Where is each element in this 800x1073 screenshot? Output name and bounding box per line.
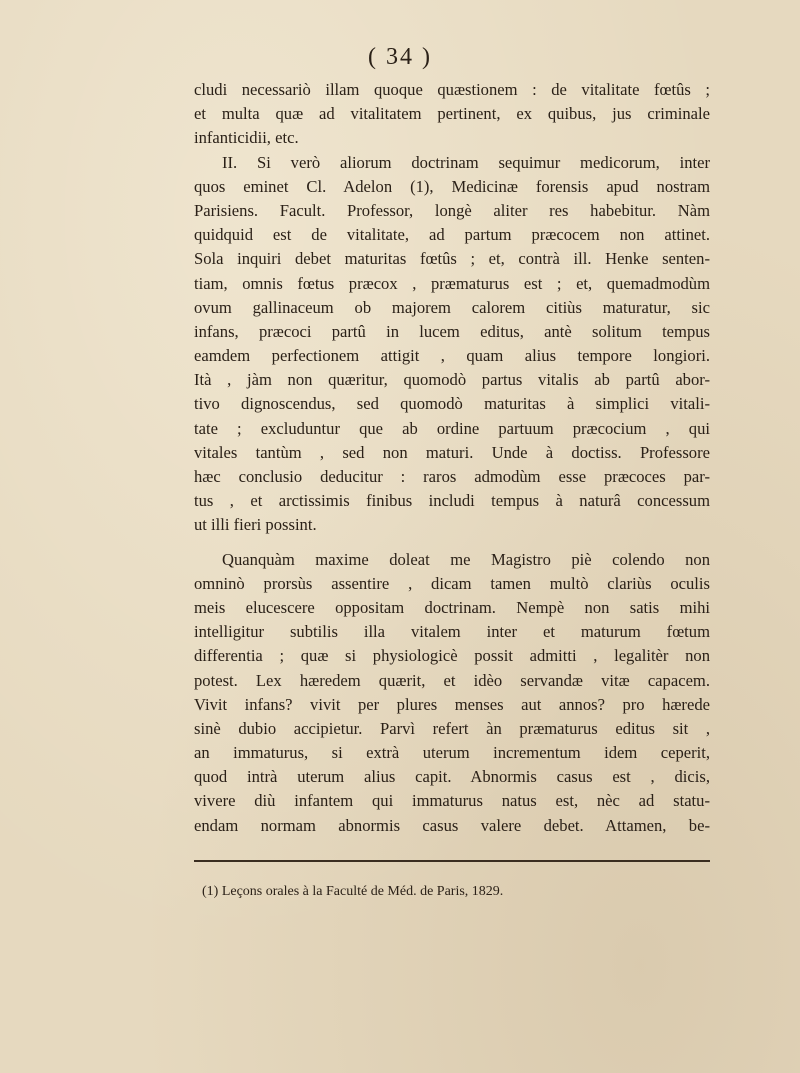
footnote: (1) Leçons orales à la Faculté de Méd. de Paris, 1829. [202,884,504,899]
text-line: quidquid est de vitalitate, ad partum præcocem non attinet. [194,225,710,245]
text-line: vitales tantùm , sed non maturi. Unde à doctiss. Professore [194,442,710,462]
text-line: infanticidii, etc. [194,128,299,148]
text-line: Sola inquiri debet maturitas fœtûs ; et, contrà ill. Henke senten- [194,249,710,269]
text-line: ovum gallinaceum ob majorem calorem citiùs maturatur, sic [194,297,710,317]
text-line: tate ; excluduntur que ab ordine partuum præcocium , qui [194,418,710,438]
text-line: omninò prorsùs assentire , dicam tamen multò clariùs oculis [194,573,710,593]
footnote-divider [194,860,710,862]
text-line: differentia ; quæ si physiologicè possit admitti , legalitèr non [194,646,710,666]
text-line: an immaturus, si extrà uterum incrementum idem ceperit, [194,743,710,763]
text-line: tiam, omnis fœtus præcox , præmaturus est ; et, quemadmodùm [194,273,710,293]
text-line: Parisiens. Facult. Professor, longè aliter res habebitur. Nàm [194,200,710,220]
text-line: infans, præcoci partû in lucem editus, antè solitum tempus [194,321,710,341]
body-text [194,78,710,838]
text-line: endam normam abnormis casus valere debet. Attamen, be- [194,815,710,835]
text-line: ut illi fieri possint. [194,515,317,535]
paragraph-start-line: II. Si verò aliorum doctrinam sequimur medicorum, inter [222,152,710,172]
text-line: vivere diù infantem qui immaturus natus est, nèc ad statu- [194,791,710,811]
paragraph-start-line: Quanquàm maxime doleat me Magistro piè colendo non [222,549,710,569]
page-number: ( 34 ) [368,44,432,70]
text-line: meis elucescere oppositam doctrinam. Nempè non satis mihi [194,597,710,617]
text-line: tus , et arctissimis finibus includi tempus à naturâ concessum [194,491,710,511]
text-line: quod intrà uterum alius capit. Abnormis casus est , dicis, [194,767,710,787]
text-line: hæc conclusio deducitur : raros admodùm esse præcoces par- [194,467,710,486]
text-line: et multa quæ ad vitalitatem pertinent, ex quibus, jus criminale [194,104,710,124]
text-line: tivo dignoscendus, sed quomodò maturitas à simplici vitali- [194,394,710,414]
text-line: potest. Lex hæredem quærit, et idèo servandæ vitæ capacem. [194,670,710,690]
text-line: Ità , jàm non quæritur, quomodò partus vitalis ab partû abor- [194,370,710,390]
text-line: intelligitur subtilis illa vitalem inter et maturum fœtum [194,622,710,642]
text-line: quos eminet Cl. Adelon (1), Medicinæ forensis apud nostram [194,176,710,196]
text-line: cludi necessariò illam quoque quæstionem : de vitalitate fœtûs ; [194,80,710,99]
text-line: sinè dubio accipietur. Parvì refert àn præmaturus editus sit , [194,718,710,738]
text-line: eamdem perfectionem attigit , quam alius tempore longiori. [194,346,710,366]
text-line: Vivit infans? vivit per plures menses aut annos? pro hærede [194,694,710,714]
